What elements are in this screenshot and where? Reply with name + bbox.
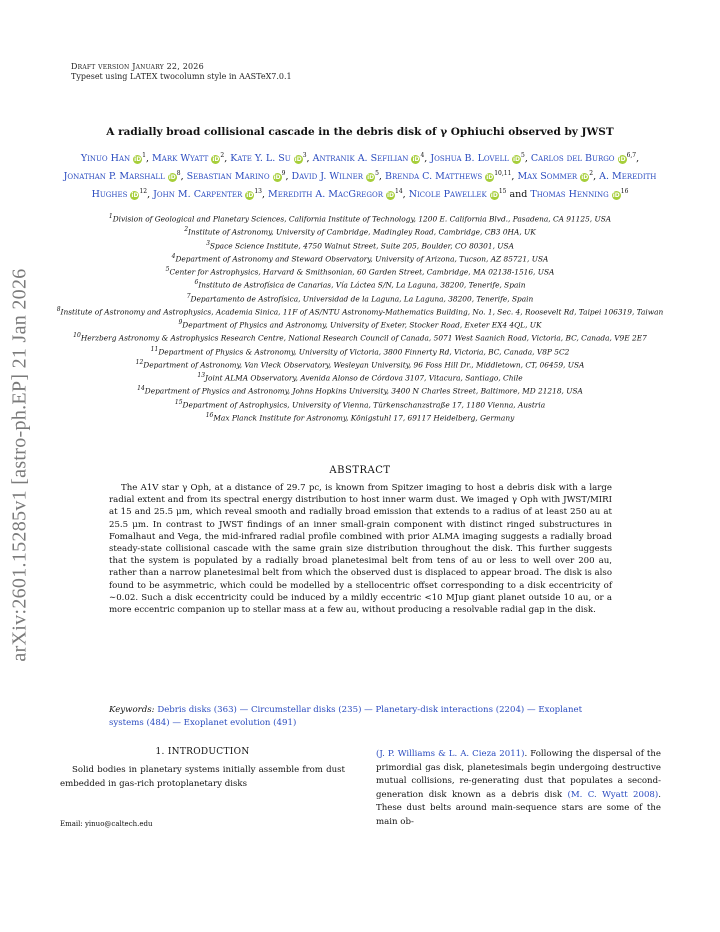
author-name[interactable]: Kate Y. L. Su: [230, 153, 291, 165]
author-name[interactable]: Meredith A. MacGregor: [268, 189, 383, 201]
affiliation-text: Center for Astrophysics, Harvard & Smithsonian, 60 Garden Street, Cambridge, MA 02138-1516, USA: [169, 267, 555, 277]
author-name[interactable]: Brenda C. Matthews: [384, 171, 483, 183]
affiliation-number: 9: [178, 319, 183, 327]
affiliation-number: 6: [194, 279, 199, 287]
typeset-note: Typeset using LATEX twocolumn style in AASTeX7.0.1: [71, 72, 292, 81]
affiliation-line: [54, 252, 666, 265]
affiliation-line: [54, 318, 666, 331]
intro-col2-text2: . These dust belts around main-sequence stars are some of the main ob-: [376, 789, 661, 827]
affiliation-text: Joint ALMA Observatory, Avenida Alonso de Córdova 3107, Vitacura, Santiago, Chile: [205, 373, 523, 383]
abstract-text: The A1V star γ Oph, at a distance of 29.7 pc, is known from Spitzer imaging to host a debris disk with a large radial extent and from its spectral energy distribution to host inner warm dust. We imaged γ Oph with JWST/MIRI at 15 and 25.5 μm, which reveal smooth and radially broad emission that extends to a radius of at least 250 au at 25.5 μm. In contrast to JWST findings of an inner small-grain component with distinct ringed substructures in Fomalhaut and Vega, the mid-infrared radial profile combined with prior ALMA imaging suggests a radially broad steady-state collisional cascade with the same grain size distribution throughout the disk. This further suggests that the system is populated by a radially broad planetesimal belt from tens of au or less to well over 200 au, rather than a narrow planetesimal belt from which the observed dust is displaced to appear broad. The disk is also found to be asymmetric, which could be modelled by a stellocentric offset corresponding to a disk eccentricity of ∼0.02. Such a disk eccentricity could be induced by a mildly eccentric <10 MJup giant planet outside 10 au, or a more eccentric companion up to stellar mass at a few au, without producing a resolvable radial gap in the disk.: [109, 483, 612, 616]
author-affiliation-number: 12: [139, 188, 148, 196]
author-affiliation-number: 14: [395, 188, 403, 196]
author-name[interactable]: Max Sommer: [517, 171, 578, 183]
affiliation-number: 3: [206, 239, 210, 247]
section-heading-introduction: 1. INTRODUCTION: [155, 747, 250, 757]
orcid-icon[interactable]: iD: [490, 192, 498, 200]
author-affiliation-number: 1: [142, 152, 146, 159]
affiliation-line: [54, 358, 666, 371]
author-name[interactable]: Nicole Pawellek: [408, 189, 487, 201]
affiliation-text: Instituto de Astrofísica de Canarias, Vía Láctea S/N, La Laguna, 38200, Tenerife, Spain: [198, 280, 526, 290]
author-name[interactable]: Yinuo Han: [80, 153, 131, 165]
affiliation-text: Department of Physics and Astronomy, University of Exeter, Stocker Road, Exeter EX4 4QL, UK: [182, 320, 542, 330]
author-name[interactable]: Antranik A. Sefilian: [312, 153, 409, 165]
abstract-heading: ABSTRACT: [329, 465, 391, 476]
author-affiliation-number: 15: [498, 188, 507, 196]
author-list: Yinuo Han $iD^1$, Mark Wyatt $iD^2$, Kate Y. L. Su $iD^3$, Antranik A. Sefilian $iD^4$, Joshua B. Lovell $iD^5$, Carlos del Burgo iD$^{6,7}$, Jonathan P. Marshall $iD^8$, Sebastian Marino $iD^9$, David J. Wilner $iD^5$, Brenda C. Matthews iD$^{10,11}$, Max Sommer $iD^2$, A. Meredith Hughes $iD^{12}$, John M. Carpenter $iD^{13}$, Meredith A. MacGregor $iD^{14}$, Nicole Pawellek $iD^{15}$ and Thomas Henning $iD^{16}$: [63, 152, 657, 201]
affiliation-text: Departamento de Astrofísica, Universidad de la Laguna, La Laguna, 38200, Tenerife, Spain: [190, 294, 534, 304]
author-name[interactable]: A. Meredith Hughes: [91, 171, 657, 201]
affiliation-text: Herzberg Astronomy & Astrophysics Research Centre, National Research Council of Canada, 5071 West Saanich Road, Victoria, BC, Canada, V9E 2E7: [80, 333, 647, 343]
affiliation-text: Institute of Astronomy and Astrophysics, Academia Sinica, 11F of AS/NTU Astronomy-Mathematics Building, No. 1, Sec. 4, Roosevelt Rd, Taipei 106319, Taiwan: [60, 307, 664, 317]
orcid-icon[interactable]: iD: [131, 192, 139, 200]
citation-williams-cieza[interactable]: (J. P. Williams & L. A. Cieza 2011): [376, 749, 525, 759]
author-affiliation-number: 4: [420, 152, 425, 159]
author-affiliation-number: 3: [302, 152, 307, 159]
author-name[interactable]: David J. Wilner: [291, 171, 364, 183]
author-affiliation-number: 2: [589, 170, 594, 178]
citation-wyatt[interactable]: (M. C. Wyatt 2008): [567, 789, 659, 800]
author-affiliation-number: 9: [281, 170, 286, 178]
intro-col2-text1: . Following the dispersal of the primordial gas disk, planetesimals begin undergoing destructive mutual collisions, re-generating dust that populates a second-generation disk known as a debris disk: [376, 749, 661, 800]
affiliation-text: Department of Physics and Astronomy, Johns Hopkins University, 3400 N Charles Street, Baltimore, MD 21218, USA: [144, 386, 583, 396]
orcid-icon[interactable]: iD: [581, 174, 589, 182]
affiliation-number: 13: [197, 372, 206, 380]
affiliation-line: [54, 265, 666, 278]
author-name[interactable]: Joshua B. Lovell: [430, 153, 509, 165]
author-conjunction: and: [506, 189, 531, 201]
affiliation-text: Division of Geological and Planetary Sciences, California Institute of Technology, 1200 E. California Blvd., Pasadena, CA 91125, USA: [112, 214, 612, 224]
affiliation-number: 5: [165, 266, 170, 274]
affiliation-number: 7: [186, 292, 191, 300]
affiliation-number: 14: [137, 385, 145, 393]
orcid-icon[interactable]: iD: [618, 156, 626, 164]
draft-version: Draft version January 22, 2026: [71, 62, 204, 71]
affiliation-text: Max Planck Institute for Astronomy, Königstuhl 17, 69117 Heidelberg, Germany: [213, 413, 515, 423]
affiliation-line: [54, 305, 666, 318]
author-name[interactable]: Mark Wyatt: [152, 153, 209, 165]
affiliation-number: 1: [108, 213, 113, 220]
affiliation-text: Department of Astronomy, Van Vleck Observatory, Wesleyan University, 96 Foss Hill Dr., Middletown, CT, 06459, USA: [143, 360, 585, 370]
orcid-icon[interactable]: iD: [486, 174, 494, 182]
affiliation-number: 8: [56, 305, 61, 313]
orcid-icon[interactable]: iD: [168, 174, 176, 182]
intro-column-2: [376, 748, 661, 829]
affiliation-text: Department of Astrophysics, University of Vienna, Türkenschanzstraße 17, 1180 Vienna, Austria: [182, 400, 546, 410]
orcid-icon[interactable]: iD: [246, 192, 254, 200]
affiliation-text: Space Science Institute, 4750 Walnut Street, Suite 205, Boulder, CO 80301, USA: [209, 241, 514, 250]
arxiv-identifier: arXiv:2601.15285v1 [astro-ph.EP] 21 Jan 2026: [8, 268, 31, 662]
affiliation-number: 16: [205, 411, 214, 419]
orcid-icon[interactable]: iD: [387, 192, 395, 200]
affiliation-number: 4: [171, 252, 176, 260]
affiliation-number: 12: [135, 358, 144, 366]
keywords: [109, 704, 612, 729]
affiliation-line: [54, 384, 666, 397]
affiliation-number: 15: [174, 398, 183, 406]
affiliation-number: 2: [184, 226, 189, 234]
keywords-label: Keywords:: [109, 705, 155, 715]
orcid-icon[interactable]: iD: [512, 156, 521, 164]
author-affiliation-number: 13: [254, 188, 262, 196]
author-affiliation-number: 5: [375, 170, 379, 178]
affiliation-line: [54, 212, 666, 225]
affiliation-text: Department of Physics & Astronomy, University of Victoria, 3800 Finnerty Rd, Victoria, BC, Canada, V8P 5C2: [158, 347, 570, 357]
author-name[interactable]: Thomas Henning: [530, 189, 609, 201]
author-name[interactable]: Jonathan P. Marshall: [63, 171, 165, 183]
author-affiliation-number: 8: [176, 170, 181, 178]
affiliation-text: Institute of Astronomy, University of Cambridge, Madingley Road, Cambridge, CB3 0HA, UK: [188, 227, 536, 237]
affiliation-line: [54, 225, 666, 238]
author-affiliation-number: 16: [620, 188, 629, 196]
affiliation-number: 10: [73, 332, 81, 340]
affiliation-line: [54, 278, 666, 291]
affiliation-line: [54, 411, 666, 424]
author-affiliation-number: 5: [521, 152, 525, 159]
affiliation-line: [54, 345, 666, 358]
orcid-icon[interactable]: iD: [367, 174, 375, 182]
orcid-icon[interactable]: iD: [212, 156, 220, 164]
intro-column-1: Solid bodies in planetary systems initially assemble from dust embedded in gas-rich protoplanetary disks: [60, 765, 345, 789]
affiliation-text: Department of Astronomy and Steward Observatory, University of Arizona, Tucson, AZ 85721, USA: [175, 254, 549, 264]
corresponding-email: Email: yinuo@caltech.edu: [60, 820, 153, 828]
author-name[interactable]: Sebastian Marino: [186, 171, 270, 183]
author-affiliation-number: 2: [220, 152, 225, 159]
affiliation-line: [54, 292, 666, 305]
author-affiliation-number: 10,11: [494, 170, 512, 178]
orcid-icon[interactable]: iD: [273, 174, 281, 182]
author-affiliation-number: 6,7: [626, 152, 637, 159]
affiliation-line: [54, 239, 666, 252]
orcid-icon[interactable]: iD: [294, 156, 302, 164]
affiliation-line: [54, 398, 666, 411]
page-header: [71, 62, 292, 82]
affiliation-number: 11: [150, 345, 159, 353]
affiliations: [54, 212, 666, 424]
keywords-links[interactable]: Debris disks (363) — Circumstellar disks (235) — Planetary-disk interactions (2204) — Exoplanet systems (484) — Exoplanet evolution (491): [109, 705, 583, 728]
affiliation-line: [54, 331, 666, 344]
arxiv-sidebar: [0, 230, 40, 700]
author-name[interactable]: John M. Carpenter: [153, 189, 243, 201]
orcid-icon[interactable]: iD: [412, 156, 420, 164]
orcid-icon[interactable]: iD: [612, 192, 620, 200]
author-name[interactable]: Carlos del Burgo: [530, 153, 615, 165]
paper-title: A radially broad collisional cascade in the debris disk of γ Ophiuchi observed by JWST: [106, 126, 614, 138]
affiliation-line: [54, 371, 666, 384]
orcid-icon[interactable]: iD: [134, 156, 142, 164]
